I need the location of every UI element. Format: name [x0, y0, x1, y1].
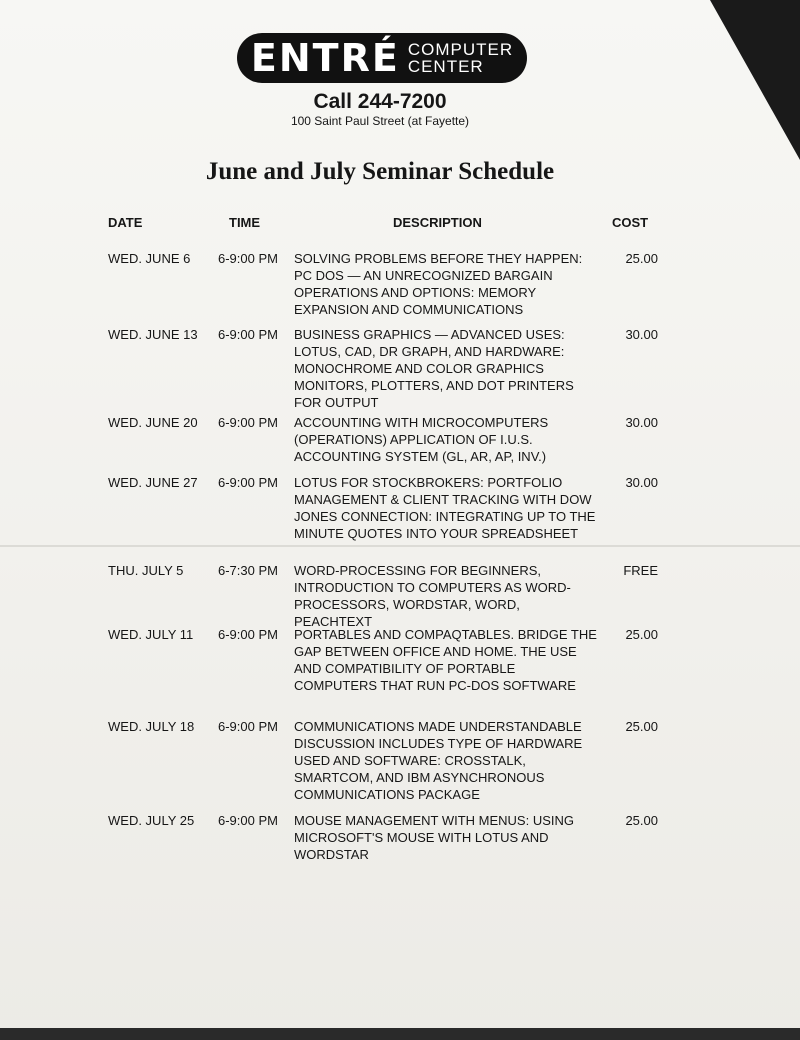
column-header-date: DATE — [108, 215, 143, 230]
seminar-description: PORTABLES AND COMPAQTABLES. BRIDGE THE GAP BETWEEN OFFICE AND HOME. THE USE AND COMPATIBILITY OF PORTABLE COMPUTERS THAT RUN PC-DOS SOFTWARE — [294, 627, 597, 693]
seminar-time: 6-9:00 PM — [218, 251, 278, 266]
entre-logo — [237, 33, 527, 83]
seminar-description: ACCOUNTING WITH MICROCOMPUTERS (OPERATIONS) APPLICATION OF I.U.S. ACCOUNTING SYSTEM (GL, AR, AP, INV.) — [294, 415, 549, 464]
seminar-cost: 25.00 — [625, 719, 658, 734]
seminar-date: WED. JULY 11 — [108, 627, 194, 642]
seminar-cost: 25.00 — [625, 813, 658, 828]
seminar-cost: 30.00 — [625, 475, 658, 490]
seminar-description: COMMUNICATIONS MADE UNDERSTANDABLE DISCUSSION INCLUDES TYPE OF HARDWARE USED AND SOFTWARE: CROSSTALK, SMARTCOM, AND IBM ASYNCHRONOUS COMMUNICATIONS PACKAGE — [294, 719, 583, 802]
seminar-time: 6-9:00 PM — [218, 327, 278, 342]
phone-number: Call 244-7200 — [313, 90, 447, 113]
seminar-description: LOTUS FOR STOCKBROKERS: PORTFOLIO MANAGEMENT & CLIENT TRACKING WITH DOW JONES CONNECTION: INTEGRATING UP TO THE MINUTE QUOTES INTO YOUR SPREADSHEET — [294, 475, 596, 541]
seminar-time: 6-9:00 PM — [218, 415, 278, 430]
seminar-time: 6-7:30 PM — [218, 563, 278, 578]
logo-sub-bottom: CENTER — [407, 57, 484, 76]
store-address: 100 Saint Paul Street (at Fayette) — [290, 114, 470, 128]
column-header-cost: COST — [612, 215, 649, 230]
seminar-date: WED. JUNE 20 — [108, 415, 198, 430]
page-title: June and July Seminar Schedule — [205, 158, 555, 185]
seminar-date: WED. JUNE 13 — [108, 327, 198, 342]
seminar-date: WED. JUNE 27 — [108, 475, 198, 490]
seminar-time: 6-9:00 PM — [218, 719, 278, 734]
logo-sub-top: COMPUTER — [407, 40, 514, 59]
seminar-time: 6-9:00 PM — [218, 475, 278, 490]
seminar-cost: 30.00 — [625, 327, 658, 342]
seminar-date: WED. JULY 18 — [108, 719, 195, 734]
seminar-date: WED. JULY 25 — [108, 813, 195, 828]
scan-edge — [0, 1028, 800, 1040]
seminar-description: MOUSE MANAGEMENT WITH MENUS: USING MICROSOFT'S MOUSE WITH LOTUS AND WORDSTAR — [294, 813, 574, 862]
seminar-cost: 25.00 — [625, 251, 658, 266]
seminar-time: 6-9:00 PM — [218, 627, 278, 642]
seminar-date: THU. JULY 5 — [108, 563, 184, 578]
seminar-description: WORD-PROCESSING FOR BEGINNERS, INTRODUCTION TO COMPUTERS AS WORD-PROCESSORS, WORDSTAR, WORD, PEACHTEXT — [294, 563, 571, 629]
seminar-date: WED. JUNE 6 — [108, 251, 191, 266]
logo-subtitle — [408, 41, 513, 75]
column-header-time: TIME — [229, 215, 261, 230]
seminar-description: SOLVING PROBLEMS BEFORE THEY HAPPEN: PC DOS — AN UNRECOGNIZED BARGAIN OPERATIONS AND OPTIONS: MEMORY EXPANSION AND COMMUNICATIONS — [294, 251, 583, 317]
seminar-description: BUSINESS GRAPHICS — ADVANCED USES: LOTUS, CAD, DR GRAPH, AND HARDWARE: MONOCHROME AND COLOR GRAPHICS MONITORS, PLOTTERS, AND DOT PRINTERS FOR OUTPUT — [294, 327, 574, 410]
seminar-cost: 30.00 — [625, 415, 658, 430]
fold-crease — [0, 545, 800, 547]
seminar-time: 6-9:00 PM — [218, 813, 278, 828]
column-header-description: DESCRIPTION — [393, 215, 482, 230]
logo-wordmark: ENTRÉ — [250, 36, 400, 80]
seminar-cost: 25.00 — [625, 627, 658, 642]
seminar-cost: FREE — [623, 563, 658, 578]
